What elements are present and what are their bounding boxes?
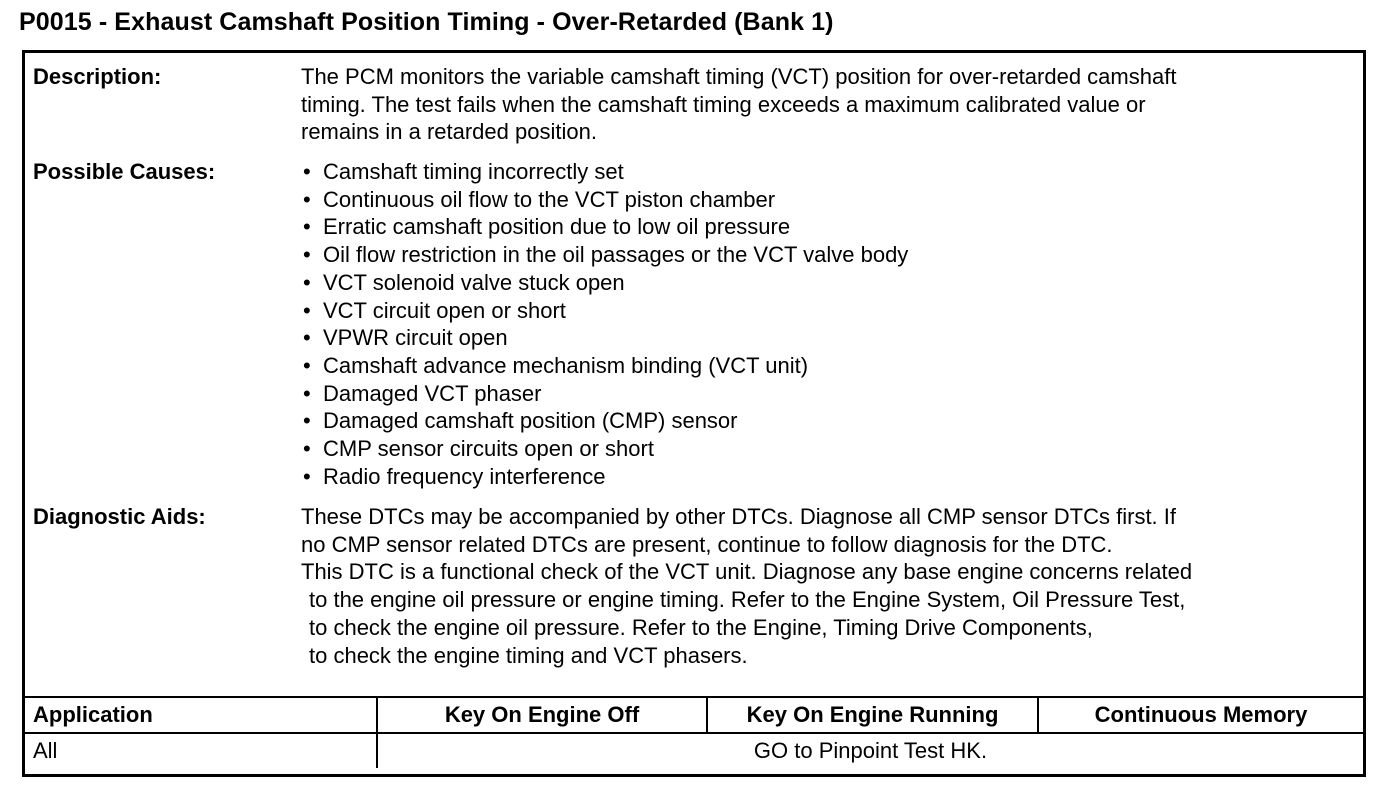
bullet-icon: •: [303, 186, 311, 212]
description-line: timing. The test fails when the camshaft timing exceeds a maximum calibrated value or: [301, 91, 1146, 117]
bullet-icon: •: [303, 325, 311, 351]
description-line: remains in a retarded position.: [301, 119, 597, 145]
list-item: • CMP sensor circuits open or short: [303, 436, 654, 462]
diagnostic-aids-line: to check the engine timing and VCT phasers.: [309, 642, 748, 668]
bullet-icon: •: [303, 269, 311, 295]
bullet-icon: •: [303, 242, 311, 268]
list-item: • Damaged VCT phaser: [303, 380, 542, 406]
bullet-icon: •: [303, 352, 311, 378]
dtc-info-box: [22, 50, 1366, 777]
action-cell: GO to Pinpoint Test HK.: [377, 733, 1363, 768]
table-header-row: [25, 697, 1363, 733]
bullet-icon: •: [303, 297, 311, 323]
bullet-icon: •: [303, 159, 311, 184]
bullet-icon: •: [303, 463, 311, 489]
diagnostic-aids-line: no CMP sensor related DTCs are present, continue to follow diagnosis for the DTC.: [301, 531, 1113, 557]
list-item: • Erratic camshaft position due to low oil pressure: [303, 214, 791, 240]
bullet-icon: •: [303, 214, 311, 240]
list-item: • VCT circuit open or short: [303, 297, 566, 323]
column-header-koer: Key On Engine Running: [707, 697, 1038, 733]
list-item: • Camshaft timing incorrectly set: [303, 159, 624, 184]
possible-causes-list: [301, 158, 1361, 490]
bullet-icon: •: [303, 380, 311, 406]
list-item: • Oil flow restriction in the oil passages or the VCT valve body: [303, 242, 909, 268]
bullet-icon: •: [303, 408, 311, 434]
diagnostic-aids-line: to the engine oil pressure or engine timing. Refer to the Engine System, Oil Pressure Test,: [309, 587, 1186, 613]
column-header-application: Application: [25, 697, 377, 733]
table-row: [25, 733, 1363, 768]
description-label: Description:: [33, 64, 162, 89]
list-item: • VPWR circuit open: [303, 325, 508, 351]
application-cell: All: [25, 733, 377, 768]
diagnostic-aids-line: to check the engine oil pressure. Refer to the Engine, Timing Drive Components,: [309, 614, 1093, 640]
list-item: • VCT solenoid valve stuck open: [303, 269, 625, 295]
bullet-icon: •: [303, 436, 311, 462]
diagnostic-aids-line: These DTCs may be accompanied by other DTCs. Diagnose all CMP sensor DTCs first. If: [301, 504, 1177, 529]
diagnostic-aids-line: This DTC is a functional check of the VCT unit. Diagnose any base engine concerns related: [301, 559, 1193, 585]
description-line: The PCM monitors the variable camshaft timing (VCT) position for over-retarded camshaft: [301, 64, 1177, 89]
diagnostic-aids-label: Diagnostic Aids:: [33, 504, 206, 529]
page-title: P0015 - Exhaust Camshaft Position Timing - Over-Retarded (Bank 1): [19, 8, 834, 36]
column-header-continuous-memory: Continuous Memory: [1038, 697, 1363, 733]
description-text: [301, 63, 1361, 146]
test-mode-table: [25, 696, 1363, 768]
possible-causes-list-wrap: [301, 158, 1361, 490]
list-item: • Damaged camshaft position (CMP) sensor: [303, 408, 738, 434]
list-item: • Camshaft advance mechanism binding (VCT unit): [303, 352, 809, 378]
possible-causes-label: Possible Causes:: [33, 159, 216, 184]
diagnostic-aids-text: [301, 503, 1361, 669]
list-item: • Radio frequency interference: [303, 463, 606, 489]
list-item: • Continuous oil flow to the VCT piston chamber: [303, 186, 776, 212]
column-header-koeo: Key On Engine Off: [377, 697, 707, 733]
